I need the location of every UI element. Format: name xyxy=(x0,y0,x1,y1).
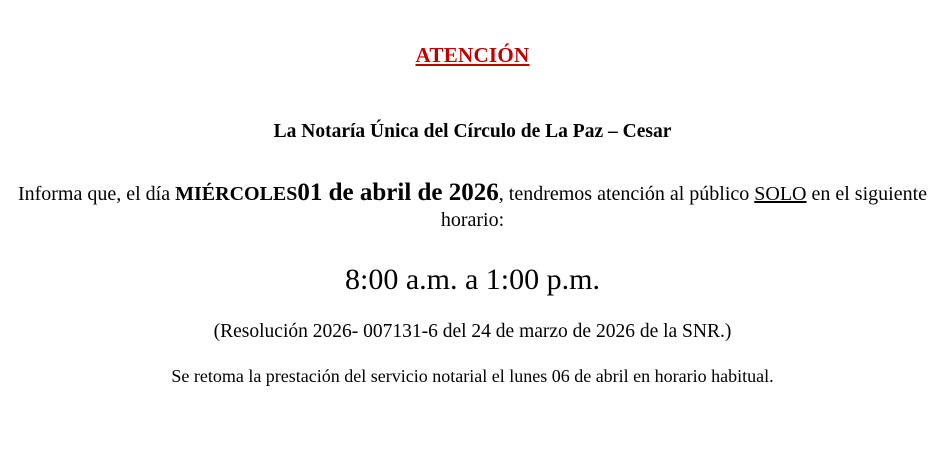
notice-day-name: MIÉRCOLES xyxy=(175,182,298,205)
notice-paragraph xyxy=(0,177,945,233)
schedule-hours: 8:00 a.m. a 1:00 p.m. xyxy=(345,262,600,296)
resolution-reference: (Resolución 2026- 007131-6 del 24 de marzo de 2026 de la SNR.) xyxy=(213,321,732,343)
notice-middle: , tendremos atención al público xyxy=(498,182,755,205)
notice-prefix: Informa que, el día xyxy=(17,182,176,205)
notice-date: 01 de abril de 2026 xyxy=(297,178,499,206)
entity-name: La Notaría Única del Círculo de La Paz – Cesar xyxy=(273,121,672,143)
notice-document xyxy=(0,42,945,450)
notice-emphasis: SOLO xyxy=(754,182,807,205)
document-heading-text: ATENCIÓN xyxy=(415,43,530,67)
service-resume-note: Se retoma la prestación del servicio notarial el lunes 06 de abril en horario habitual. xyxy=(171,365,774,386)
document-heading xyxy=(0,42,945,68)
notice-suffix: en el siguiente horario: xyxy=(440,182,928,231)
